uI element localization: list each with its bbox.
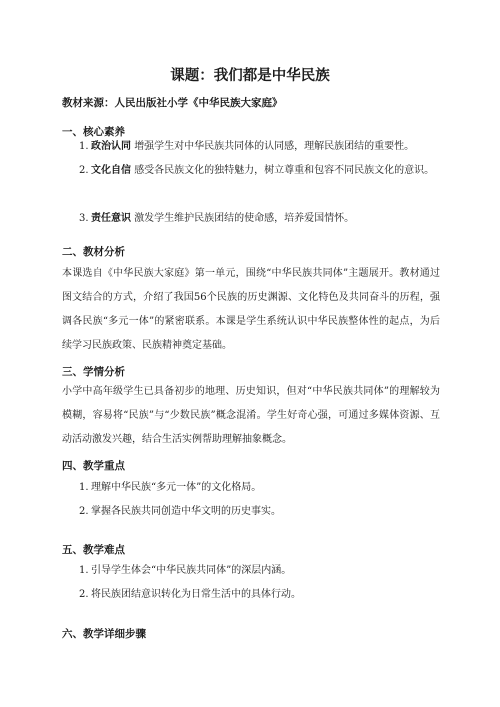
item-text: 掌握各民族共同创造中华文明的历史事实。 bbox=[91, 506, 281, 517]
section-heading-core-literacy: 一、核心素养 bbox=[62, 126, 125, 138]
item-text: 理解中华民族“多元一体”的文化格局。 bbox=[91, 482, 262, 493]
item-keyword: 文化自信 bbox=[91, 165, 131, 176]
section-heading-difficulties: 五、教学难点 bbox=[62, 544, 125, 556]
item-text: 激发学生维护民族团结的使命感，培养爱国情怀。 bbox=[134, 213, 355, 224]
list-item bbox=[79, 159, 436, 183]
student-analysis-paragraph: 小学中高年级学生已具备初步的地理、历史知识，但对“中华民族共同体”的理解较为模糊，容易将“民族”与“少数民族”概念混淆。学生好奇心强，可通过多媒体资源、互动活动激发兴趣，结合生活实例帮助理解抽象概念。 bbox=[62, 386, 440, 445]
item-text: 增强学生对中华民族共同体的认同感，理解民族团结的重要性。 bbox=[134, 141, 415, 152]
item-number: 2. bbox=[79, 165, 89, 176]
item-number: 2. bbox=[79, 506, 89, 517]
section-heading-teaching-steps: 六、教学详细步骤 bbox=[62, 628, 146, 640]
item-number: 1. bbox=[79, 565, 89, 576]
item-keyword: 政治认同 bbox=[91, 141, 131, 152]
item-number: 2. bbox=[79, 589, 89, 600]
item-text: 引导学生体会“中华民族共同体”的深层内涵。 bbox=[91, 565, 292, 576]
item-keyword: 责任意识 bbox=[91, 213, 131, 224]
list-item bbox=[79, 135, 436, 159]
item-number: 1. bbox=[79, 141, 89, 152]
list-item bbox=[79, 500, 436, 524]
item-number: 1. bbox=[79, 482, 89, 493]
section-heading-material-analysis: 二、教材分析 bbox=[62, 246, 125, 258]
item-number: 3. bbox=[79, 213, 89, 224]
list-item bbox=[79, 476, 436, 500]
list-item bbox=[79, 207, 436, 231]
item-text: 将民族团结意识转化为日常生活中的具体行动。 bbox=[91, 589, 301, 600]
section-heading-student-analysis: 三、学情分析 bbox=[62, 366, 125, 378]
textbook-source: 教材来源：人民出版社小学《中华民族大家庭》 bbox=[62, 97, 283, 109]
list-item bbox=[79, 583, 436, 607]
section-heading-key-points: 四、教学重点 bbox=[62, 460, 125, 472]
material-analysis-paragraph: 本课选自《中华民族大家庭》第一单元，围绕“中华民族共同体”主题展开。教材通过图文结合的方式，介绍了我国56个民族的历史渊源、文化特色及共同奋斗的历程，强调各民族“多元一体”的紧密联系。本课是学生系统认识中华民族整体性的起点，为后续学习民族政策、民族精神奠定基础。 bbox=[62, 268, 440, 351]
list-item bbox=[79, 559, 436, 583]
item-text: 感受各民族文化的独特魅力，树立尊重和包容不同民族文化的意识。 bbox=[134, 165, 435, 176]
lesson-title: 课题：我们都是中华民族 bbox=[170, 67, 330, 84]
